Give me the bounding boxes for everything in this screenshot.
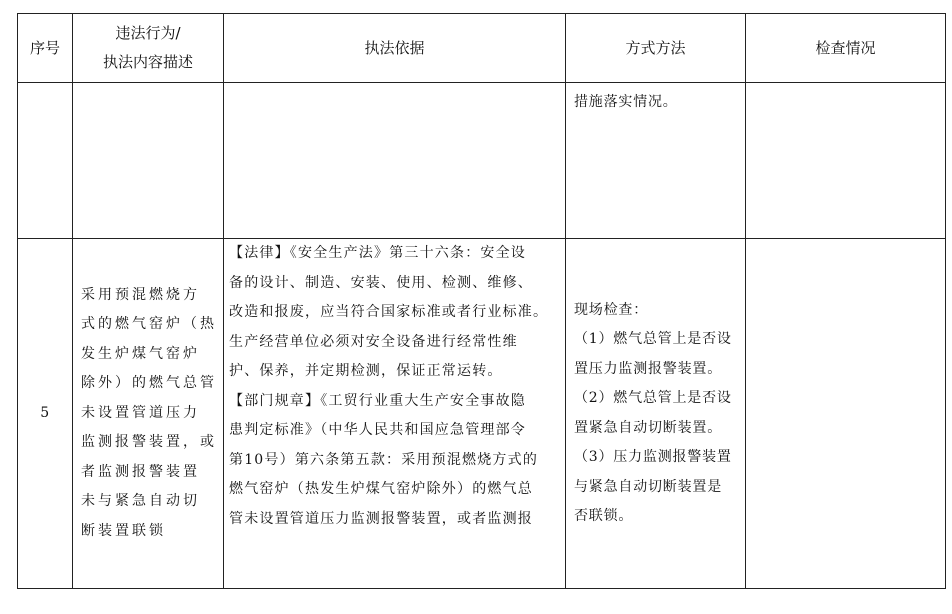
violation-line: 者监测报警装置 xyxy=(81,463,200,480)
method-line: 现场检查： xyxy=(574,301,648,318)
header-basis: 执法依据 xyxy=(224,14,566,83)
method-line: 置紧急自动切断装置。 xyxy=(574,419,722,436)
cont-basis-cell xyxy=(224,83,566,239)
cont-method-cell xyxy=(566,83,746,239)
continuation-row xyxy=(18,83,946,239)
basis-cell xyxy=(224,239,566,589)
basis-line: 燃气窑炉（热发生炉煤气窑炉除外）的燃气总 xyxy=(229,481,533,497)
basis-line: 【法律】《安全生产法》第三十六条：安全设 xyxy=(229,245,526,261)
method-line: 置压力监测报警装置。 xyxy=(574,360,722,377)
basis-line: 生产经营单位必须对安全设备进行经常性维 xyxy=(229,333,518,350)
method-line: （1）燃气总管上是否设 xyxy=(574,331,732,347)
basis-line: 护、保养，并定期检测，保证正常运转。 xyxy=(229,363,503,379)
status-cell xyxy=(746,239,946,589)
row-index: 5 xyxy=(40,404,50,421)
header-violation-line-2: 执法内容描述 xyxy=(102,53,193,71)
violation-cell xyxy=(73,239,224,589)
method-line: 与紧急自动切断装置是 xyxy=(574,478,722,495)
basis-text xyxy=(229,239,559,581)
inspection-table xyxy=(17,13,946,589)
cont-index-cell xyxy=(18,83,73,239)
header-violation-line-1: 违法行为/ xyxy=(115,24,181,42)
violation-line: 断装置联锁 xyxy=(81,522,166,539)
violation-line: 未与紧急自动切 xyxy=(81,493,200,510)
table-row xyxy=(18,239,946,589)
header-method: 方式方法 xyxy=(566,14,746,83)
violation-line: 未设置管道压力 xyxy=(81,404,200,421)
header-row xyxy=(18,14,946,83)
header-violation xyxy=(73,14,224,83)
basis-line: 备的设计、制造、安装、使用、检测、维修、 xyxy=(229,274,533,291)
basis-line: 改造和报废，应当符合国家标准或者行业标准。 xyxy=(229,304,549,320)
cont-violation-cell xyxy=(73,83,224,239)
violation-line: 监测报警装置，或 xyxy=(81,434,217,451)
method-cell xyxy=(566,239,746,589)
header-status: 检查情况 xyxy=(746,14,946,83)
method-line: （2）燃气总管上是否设 xyxy=(574,390,732,406)
basis-line: 管未设置管道压力监测报警装置，或者监测报 xyxy=(229,510,533,527)
violation-line: 除外）的燃气总管 xyxy=(81,375,217,392)
basis-line: 第10号）第六条第五款：采用预混燃烧方式的 xyxy=(229,451,539,468)
cont-status-cell xyxy=(746,83,946,239)
cont-method-text: 措施落实情况。 xyxy=(574,94,678,110)
violation-line: 采用预混燃烧方 xyxy=(81,286,200,303)
row-index-cell xyxy=(18,239,73,589)
method-line: （3）压力监测报警装置 xyxy=(574,449,732,465)
method-line: 否联锁。 xyxy=(574,508,634,524)
basis-line: 【部门规章】《工贸行业重大生产安全事故隐 xyxy=(229,392,526,409)
violation-line: 发生炉煤气窑炉 xyxy=(81,345,200,362)
basis-line: 患判定标准》（中华人民共和国应急管理部令 xyxy=(229,422,526,438)
violation-line: 式的燃气窑炉（热 xyxy=(81,316,217,333)
header-index: 序号 xyxy=(18,14,73,83)
